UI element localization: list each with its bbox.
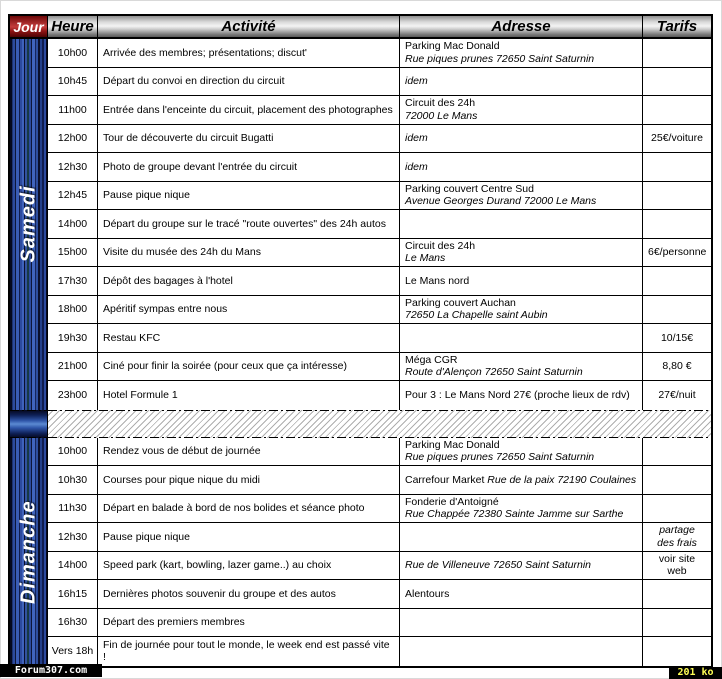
heure-cell: 23h00 xyxy=(48,381,98,410)
tarif-line: voir site web xyxy=(658,552,696,578)
adresse-text: Rue Chappée 72380 Sainte Jamme sur Sarthe xyxy=(405,508,624,521)
tarif-cell xyxy=(643,267,711,296)
tarif-cell xyxy=(643,353,711,382)
tarif-cell xyxy=(643,296,711,325)
activite-cell: Photo de groupe devant l'entrée du circuit xyxy=(98,153,400,182)
adresse-text: Parking Mac Donald xyxy=(405,40,500,53)
table-row xyxy=(10,296,711,325)
header-heure: Heure xyxy=(48,16,98,39)
adresse-line xyxy=(405,389,637,402)
activite-cell: Dernières photos souvenir du groupe et des autos xyxy=(98,580,400,609)
adresse-line xyxy=(405,309,637,322)
table-row xyxy=(10,381,711,410)
watermark-forum: Forum307.com xyxy=(0,664,102,677)
adresse-text: Alentours xyxy=(405,587,450,600)
adresse-cell xyxy=(400,324,643,353)
day-bar-cap xyxy=(10,410,48,438)
table-row xyxy=(10,39,711,68)
adresse-text: Circuit des 24h xyxy=(405,239,476,252)
adresse-text: idem xyxy=(405,132,428,144)
activite-cell: Tour de découverte du circuit Bugatti xyxy=(98,125,400,154)
table-row xyxy=(10,267,711,296)
table-row xyxy=(10,353,711,382)
adresse-text: Rue de la paix 72190 Coulaines xyxy=(487,473,637,486)
adresse-line xyxy=(405,366,637,379)
adresse-line xyxy=(405,559,637,572)
adresse-cell xyxy=(400,125,643,154)
adresse-cell xyxy=(400,438,643,467)
adresse-line xyxy=(405,110,637,123)
schedule-body xyxy=(10,39,711,666)
tarif-line: 10/15€ xyxy=(660,331,694,344)
adresse-cell xyxy=(400,296,643,325)
adresse-text: Le Mans xyxy=(405,252,446,265)
adresse-text: idem xyxy=(405,160,428,173)
tarif-cell xyxy=(643,381,711,410)
adresse-line xyxy=(405,40,637,53)
adresse-cell xyxy=(400,353,643,382)
adresse-line xyxy=(405,474,637,487)
tarif-line: 25€/voiture xyxy=(651,132,703,144)
tarif-cell xyxy=(643,39,711,68)
tarif-cell xyxy=(643,96,711,125)
heure-cell: 10h00 xyxy=(48,39,98,68)
adresse-text: 72000 Le Mans xyxy=(405,109,478,122)
tarif-cell xyxy=(643,523,711,552)
header-activite: Activité xyxy=(98,16,400,39)
heure-cell: 12h30 xyxy=(48,523,98,552)
activite-cell: Hotel Formule 1 xyxy=(98,381,400,410)
heure-cell: 14h00 xyxy=(48,552,98,581)
header-tarifs: Tarifs xyxy=(643,16,711,39)
adresse-line xyxy=(405,354,637,367)
heure-cell: 19h30 xyxy=(48,324,98,353)
tarif-line: partage xyxy=(659,524,695,537)
adresse-cell xyxy=(400,267,643,296)
adresse-cell xyxy=(400,39,643,68)
activite-cell: Départ en balade à bord de nos bolides et séance photo xyxy=(98,495,400,524)
adresse-text: 72650 La Chapelle saint Aubin xyxy=(405,309,548,322)
adresse-cell xyxy=(400,580,643,609)
activite-cell: Pause pique nique xyxy=(98,523,400,552)
adresse-cell xyxy=(400,609,643,638)
adresse-cell xyxy=(400,466,643,495)
activite-cell: Fin de journée pour tout le monde, le week end est passé vite ! xyxy=(98,637,400,666)
activite-cell: Arrivée des membres; présentations; discut' xyxy=(98,39,400,68)
header-jour: Jour xyxy=(10,16,48,39)
activite-cell: Départ du groupe sur le tracé "route ouvertes" des 24h autos xyxy=(98,210,400,239)
adresse-cell xyxy=(400,523,643,552)
tarif-cell xyxy=(643,153,711,182)
adresse-line xyxy=(405,508,637,521)
adresse-line xyxy=(405,496,637,509)
table-row xyxy=(10,637,711,666)
adresse-text: Route d'Alençon 72650 Saint Saturnin xyxy=(405,366,583,379)
adresse-text: Carrefour Market xyxy=(405,473,488,486)
table-row xyxy=(10,68,711,97)
day-bar-dimanche xyxy=(10,438,48,666)
adresse-text: Avenue Georges Durand 72000 Le Mans xyxy=(405,195,597,208)
tarif-cell xyxy=(643,580,711,609)
adresse-line xyxy=(405,53,637,66)
table-row xyxy=(10,153,711,182)
tarif-line: 8,80 € xyxy=(662,360,692,372)
activite-cell: Dépôt des bagages à l'hotel xyxy=(98,267,400,296)
adresse-text: Fonderie d'Antoigné xyxy=(405,495,499,508)
tarif-cell xyxy=(643,495,711,524)
adresse-line xyxy=(405,195,637,208)
activite-cell: Visite du musée des 24h du Mans xyxy=(98,239,400,268)
tarif-cell xyxy=(643,125,711,154)
adresse-line xyxy=(405,132,637,145)
table-row xyxy=(10,580,711,609)
day-label-dimanche: Dimanche xyxy=(17,499,40,604)
heure-cell: 21h00 xyxy=(48,353,98,382)
adresse-text: Parking couvert Auchan xyxy=(405,296,516,309)
header-adresse: Adresse xyxy=(400,16,643,39)
adresse-text: idem xyxy=(405,75,428,87)
adresse-line xyxy=(405,161,637,174)
adresse-line xyxy=(405,275,637,288)
adresse-cell xyxy=(400,210,643,239)
adresse-text: Pour 3 : Le Mans Nord 27€ (proche lieux de rdv) xyxy=(405,389,630,401)
adresse-cell xyxy=(400,96,643,125)
adresse-line xyxy=(405,183,637,196)
tarif-line: des frais xyxy=(657,536,697,549)
heure-cell: 18h00 xyxy=(48,296,98,325)
table-row xyxy=(10,125,711,154)
adresse-line xyxy=(405,297,637,310)
activite-cell: Pause pique nique xyxy=(98,182,400,211)
table-row xyxy=(10,609,711,638)
heure-cell: 12h45 xyxy=(48,182,98,211)
heure-cell: 17h30 xyxy=(48,267,98,296)
heure-cell: 10h00 xyxy=(48,438,98,467)
schedule-table xyxy=(8,14,713,668)
adresse-cell xyxy=(400,68,643,97)
table-row xyxy=(10,438,711,467)
adresse-text: Méga CGR xyxy=(405,353,458,366)
adresse-text: Rue piques prunes 72650 Saint Saturnin xyxy=(405,52,595,65)
activite-cell: Ciné pour finir la soirée (pour ceux que ça intéresse) xyxy=(98,353,400,382)
heure-cell: 10h45 xyxy=(48,68,98,97)
activite-cell: Rendez vous de début de journée xyxy=(98,438,400,467)
tarif-cell xyxy=(643,438,711,467)
table-row xyxy=(10,495,711,524)
day-label-samedi: Samedi xyxy=(17,185,40,263)
tarif-cell xyxy=(643,210,711,239)
section-divider-row xyxy=(10,410,711,438)
table-row xyxy=(10,239,711,268)
tarif-cell xyxy=(643,609,711,638)
adresse-line xyxy=(405,240,637,253)
activite-cell: Restau KFC xyxy=(98,324,400,353)
adresse-text: Rue de Villeneuve 72650 Saint Saturnin xyxy=(405,559,592,571)
table-row xyxy=(10,210,711,239)
table-row xyxy=(10,552,711,581)
heure-cell: 14h00 xyxy=(48,210,98,239)
adresse-text: Rue piques prunes 72650 Saint Saturnin xyxy=(405,451,595,464)
adresse-line xyxy=(405,75,637,88)
tarif-cell xyxy=(643,182,711,211)
adresse-line xyxy=(405,588,637,601)
tarif-cell xyxy=(643,239,711,268)
adresse-line xyxy=(405,97,637,110)
adresse-cell xyxy=(400,239,643,268)
adresse-cell xyxy=(400,153,643,182)
watermark-filesize: 201 ko xyxy=(669,667,722,679)
tarif-cell xyxy=(643,324,711,353)
heure-cell: 15h00 xyxy=(48,239,98,268)
tarif-cell xyxy=(643,637,711,666)
activite-cell: Départ des premiers membres xyxy=(98,609,400,638)
adresse-cell xyxy=(400,552,643,581)
adresse-text: Parking couvert Centre Sud xyxy=(405,182,534,195)
adresse-text: Le Mans nord xyxy=(405,274,470,287)
tarif-line: 6€/personne xyxy=(648,246,707,258)
heure-cell: 11h00 xyxy=(48,96,98,125)
heure-cell: 16h30 xyxy=(48,609,98,638)
heure-cell: 11h30 xyxy=(48,495,98,524)
header-row xyxy=(10,16,711,39)
tarif-cell xyxy=(643,68,711,97)
tarif-line: 27€/nuit xyxy=(658,389,696,401)
heure-cell: 12h00 xyxy=(48,125,98,154)
adresse-line xyxy=(405,451,637,464)
heure-cell: 10h30 xyxy=(48,466,98,495)
adresse-cell xyxy=(400,495,643,524)
adresse-cell xyxy=(400,381,643,410)
table-row xyxy=(10,324,711,353)
adresse-text: Parking Mac Donald xyxy=(405,438,500,451)
table-row xyxy=(10,466,711,495)
activite-cell: Courses pour pique nique du midi xyxy=(98,466,400,495)
activite-cell: Apéritif sympas entre nous xyxy=(98,296,400,325)
adresse-text: Circuit des 24h xyxy=(405,97,476,110)
activite-cell: Speed park (kart, bowling, lazer game..) au choix xyxy=(98,552,400,581)
heure-cell: 16h15 xyxy=(48,580,98,609)
activite-cell: Entrée dans l'enceinte du circuit, placement des photographes xyxy=(98,96,400,125)
adresse-line xyxy=(405,252,637,265)
adresse-line xyxy=(405,439,637,452)
table-row xyxy=(10,96,711,125)
table-row xyxy=(10,182,711,211)
heure-cell: 12h30 xyxy=(48,153,98,182)
heure-cell: Vers 18h xyxy=(48,637,98,666)
day-bar-samedi xyxy=(10,39,48,410)
activite-cell: Départ du convoi en direction du circuit xyxy=(98,68,400,97)
table-row xyxy=(10,523,711,552)
tarif-cell xyxy=(643,466,711,495)
adresse-cell xyxy=(400,637,643,666)
tarif-cell xyxy=(643,552,711,581)
divider-hatch xyxy=(48,410,711,438)
adresse-cell xyxy=(400,182,643,211)
